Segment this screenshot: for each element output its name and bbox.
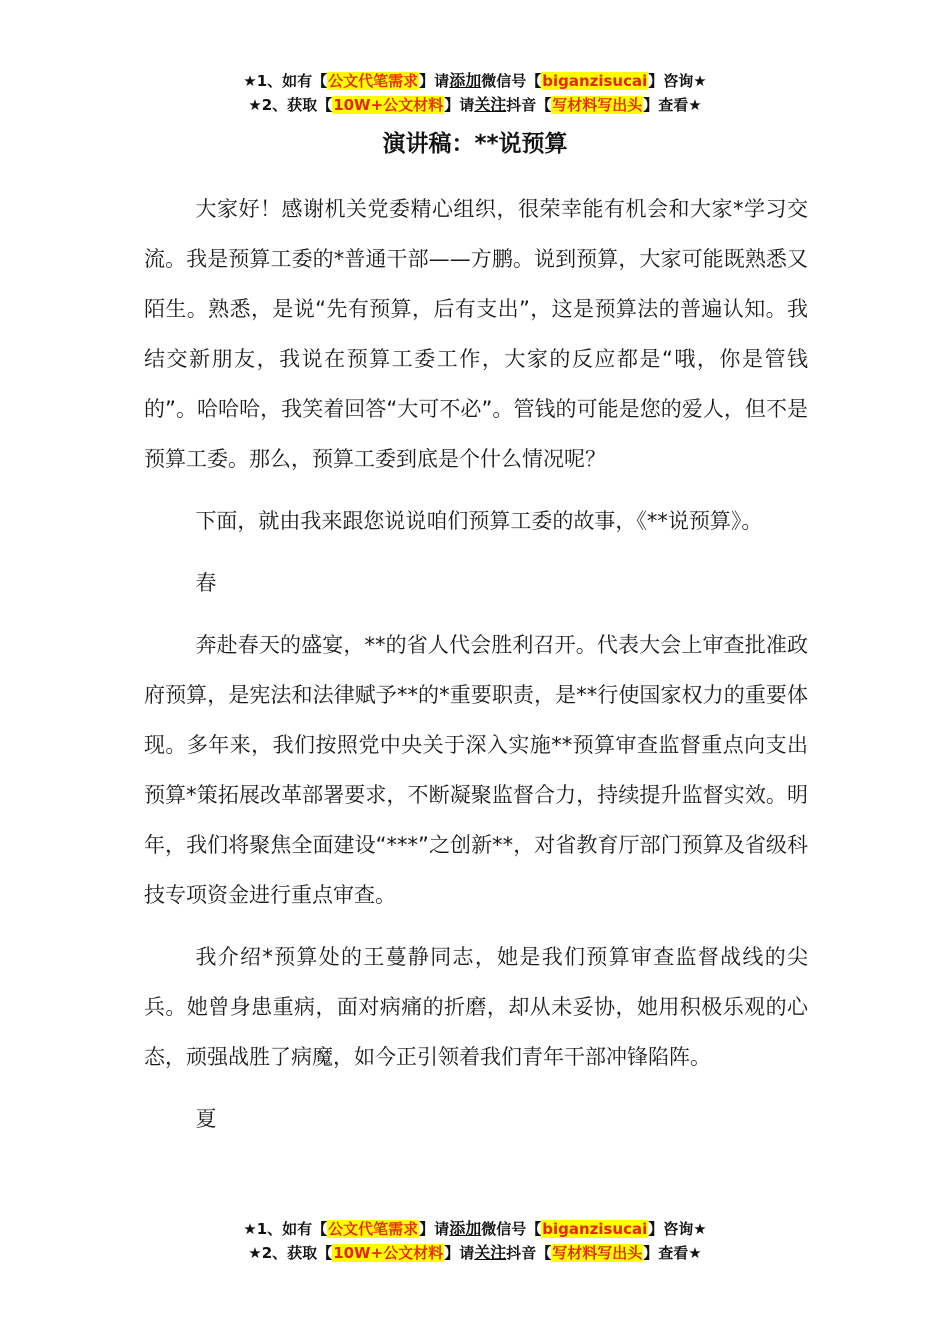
- promo-text: 】咨询★: [648, 72, 707, 90]
- promo-text: ★1、如有【: [243, 1220, 328, 1238]
- promo-text: 微信号【: [481, 72, 542, 90]
- promo-text: 抖音【: [506, 96, 552, 114]
- promo-text: ★2、获取【: [248, 1244, 333, 1262]
- footer-promo-banner: [0, 1217, 950, 1265]
- header-promo-banner: [0, 69, 950, 117]
- promo-highlight: biganzisucai: [542, 72, 648, 90]
- promo-text: 】查看★: [643, 1244, 702, 1262]
- promo-line-2: [0, 1241, 950, 1265]
- promo-highlight: 10W+公文材料: [333, 96, 444, 114]
- promo-highlight: 写材料写出头: [552, 96, 643, 114]
- promo-line-1: [0, 69, 950, 93]
- document-body: [144, 184, 808, 1156]
- promo-line-2: [0, 93, 950, 117]
- promo-highlight: 公文代笔需求: [328, 72, 419, 90]
- promo-emphasis: 关注: [474, 1243, 507, 1262]
- body-paragraph: 奔赴春天的盛宴，**的省人代会胜利召开。代表大会上审查批准政府预算，是宪法和法律赋予**的*重要职责，是**行使国家权力的重要体现。多年来，我们按照党中央关于深入实施**预算审查监督重点向支出预算*策拓展改革部署要求，不断凝聚监督合力，持续提升监督实效。明年，我们将聚焦全面建设“***”之创新**，对省教育厅部门预算及省级科技专项资金进行重点审查。: [144, 633, 808, 907]
- promo-text: 】请: [444, 96, 475, 114]
- promo-highlight: 写材料写出头: [552, 1244, 643, 1262]
- promo-text: 】请: [444, 1244, 475, 1262]
- body-paragraph: 我介绍*预算处的王蔓静同志，她是我们预算审查监督战线的尖兵。她曾身患重病，面对病痛的折磨，却从未妥协，她用积极乐观的心态，顽强战胜了病魔，如今正引领着我们青年干部冲锋陷阵。: [144, 945, 808, 1069]
- promo-text: 】咨询★: [648, 1220, 707, 1238]
- promo-text: 微信号【: [481, 1220, 542, 1238]
- promo-highlight: 公文代笔需求: [328, 1220, 419, 1238]
- promo-text: 】查看★: [643, 96, 702, 114]
- promo-emphasis: 添加: [449, 71, 482, 90]
- promo-highlight: biganzisucai: [542, 1220, 648, 1238]
- promo-line-1: [0, 1217, 950, 1241]
- promo-text: ★1、如有【: [243, 72, 328, 90]
- promo-text: 】请: [419, 1220, 450, 1238]
- section-heading-spring: 春: [195, 571, 217, 595]
- body-paragraph: 大家好！感谢机关党委精心组织，很荣幸能有机会和大家*学习交流。我是预算工委的*普通干部——方鹏。说到预算，大家可能既熟悉又陌生。熟悉，是说“先有预算，后有支出”，这是预算法的普遍认知。我结交新朋友，我说在预算工委工作，大家的反应都是“哦，你是管钱的”。哈哈哈，我笑着回答“大可不必”。管钱的可能是您的爱人，但不是预算工委。那么，预算工委到底是个什么情况呢？: [144, 197, 808, 471]
- section-heading-summer: 夏: [195, 1107, 217, 1131]
- promo-emphasis: 添加: [449, 1219, 482, 1238]
- promo-highlight: 10W+公文材料: [333, 1244, 444, 1262]
- document-title: 演讲稿：**说预算: [382, 131, 568, 157]
- promo-text: ★2、获取【: [248, 96, 333, 114]
- promo-text: 】请: [419, 72, 450, 90]
- promo-text: 抖音【: [506, 1244, 552, 1262]
- body-paragraph: 下面，就由我来跟您说说咱们预算工委的故事，《**说预算》。: [195, 509, 763, 533]
- promo-emphasis: 关注: [474, 95, 507, 114]
